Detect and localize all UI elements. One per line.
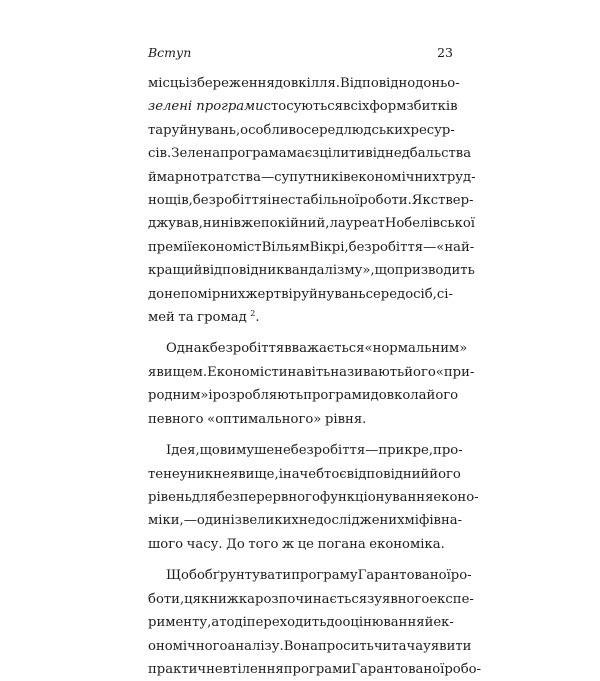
text-line: премії економіст Вільям Вікрі, безробіття — «най- (148, 239, 475, 255)
text-line: Щоб обґрунтувати програму Гарантованої ро- (166, 568, 472, 584)
italic-term: зелені програми (148, 99, 264, 115)
text-line: міки, — один із великих недосліджених міфів на- (148, 513, 463, 529)
text-line: до непомірних жертв і руйнувань серед осіб, сі- (148, 286, 453, 302)
text-line: явищем. Економісти навіть називають його «при- (148, 364, 475, 380)
text-line: джував, нині вже покійний, лауреат Нобелівської (148, 216, 476, 232)
footnote-ref: 2 (250, 308, 256, 318)
text-line: й марнотратства — супутників економічних труд- (148, 169, 476, 185)
text-line: те неуникне явище, і начебто є відповідний його (148, 466, 461, 482)
text-line: ономічного аналізу. Вона просить читача уявити (148, 638, 472, 654)
text-line: практичне втілення програми Гарантованої робо- (148, 661, 482, 677)
section-title: Вступ (148, 45, 192, 60)
text-line: мей та громад $^2$. (148, 308, 260, 325)
text-line: місць і збереження довкілля. Відповідно до ньо- (148, 76, 460, 91)
text-line: рименту, а тоді переходить до оцінювання й ек- (148, 615, 454, 631)
body-text (148, 72, 482, 681)
text-line: боти, ця книжка розпочинається з уявного експе- (148, 591, 474, 607)
text-line: сів. Зелена програма має зцілити від недбальства (148, 146, 472, 162)
text-line: зелені програми стосуються всіх форм збитків (148, 95, 453, 118)
text-line: родним» і розробляють програми довкола його (148, 388, 459, 404)
text-line: певного «оптимального» рівня. (148, 411, 367, 427)
page-number: 23 (437, 45, 453, 60)
text-line: та руйнувань, особливо серед людських ресур- (148, 122, 455, 138)
running-head (148, 44, 453, 62)
text-line: нощів, безробіття і нестабільної роботи. Як ствер- (148, 192, 474, 208)
text-line: шого часу. До того ж це погана економіка. (148, 536, 445, 552)
text-line: Ідея, що вимушене безробіття — прикре, про- (166, 443, 463, 459)
text-line: Однак безробіття вважається «нормальним» (166, 341, 468, 357)
text-line: рівень для безперервного функціонування еконо- (148, 490, 479, 506)
text-line: кращий відповідник вандалізму», що призводить (148, 263, 475, 279)
